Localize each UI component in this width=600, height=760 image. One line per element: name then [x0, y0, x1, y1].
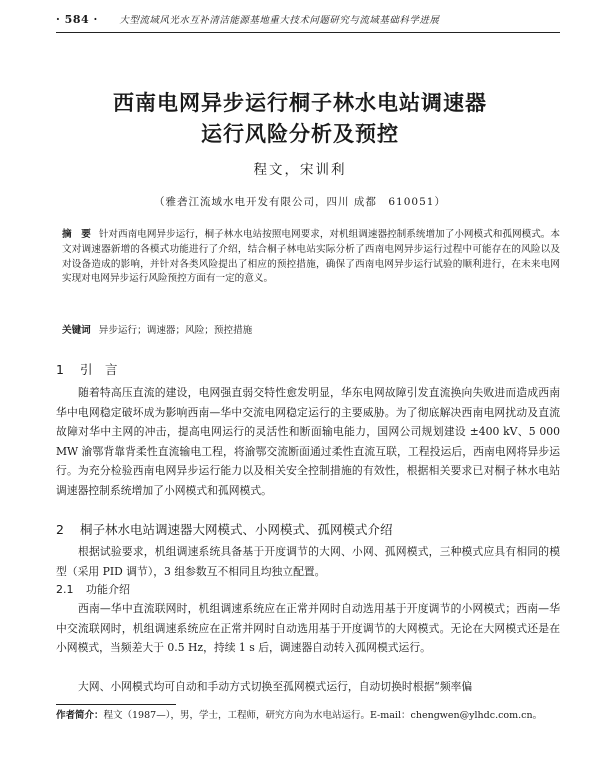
section-2-title: 桐子林水电站调速器大网模式、小网模式、孤网模式介绍	[80, 522, 393, 537]
affiliation: （雅砻江流域水电开发有限公司，四川 成都 610051）	[154, 196, 446, 208]
subsection-2-1-paragraph-1: 西南—华中直流联网时，机组调速系统应在正常并网时自动选用基于开度调节的小网模式；西南—华中交流联网时，机组调速系统应在正常并网时自动选用基于开度调节的大网模式。无论在大网模式还是在小网模式，当频差大于 0.5 Hz，持续 1 s 后，调速器自动转入孤网模式运行。	[56, 602, 560, 654]
abstract-label: 摘 要	[62, 229, 91, 240]
keywords-label: 关键词	[62, 325, 91, 336]
footnote-text: 程文（1987—），男，学士，工程师，研究方向为水电站运行。E-mail：chengwen@ylhdc.com.cn。	[103, 710, 543, 721]
paper-title-line-2: 运行风险分析及预控	[201, 122, 399, 146]
header-rule	[56, 32, 560, 33]
paper-title	[40, 88, 560, 150]
keywords	[62, 322, 560, 336]
subsection-2-1-title: 功能介绍	[86, 583, 130, 596]
running-title: 大型流域风光水互补清洁能源基地重大技术问题研究与流域基础科学进展	[119, 15, 440, 26]
authors: 程文，宋训利	[253, 162, 347, 178]
section-2-number: 2	[56, 522, 64, 537]
footnote-label: 作者简介：	[56, 710, 104, 721]
subsection-2-1-number: 2.1	[56, 583, 74, 596]
keywords-text: 异步运行；调速器；风险；预控措施	[98, 325, 253, 336]
section-1-title: 引 言	[80, 362, 118, 377]
abstract	[62, 228, 560, 287]
subsection-2-1-paragraph-2: 大网、小网模式均可自动和手动方式切换至孤网模式运行，自动切换时根据“频率偏	[78, 680, 473, 693]
running-header	[56, 12, 560, 30]
abstract-text: 针对西南电网异步运行，桐子林水电站按照电网要求，对机组调速器控制系统增加了小网模式和孤网模式。本文对调速器新增的各模式功能进行了介绍，结合桐子林电站实际分析了西南电网异步运行过程中可能存在的风险以及对设备造成的影响，并针对各类风险提出了相应的预控措施，确保了西南电网异步运行试验的顺利进行，在未来电网实现对电网异步运行风险预控方面有一定的意义。	[62, 229, 561, 285]
footnote-rule	[56, 704, 176, 705]
page-number: · 584 ·	[56, 13, 98, 26]
footnote	[56, 708, 560, 723]
section-1-number: 1	[56, 362, 64, 377]
paper-title-line-1: 西南电网异步运行桐子林水电站调速器	[113, 91, 487, 115]
subsection-2-1-heading	[56, 581, 130, 597]
section-2-heading	[56, 520, 393, 538]
section-2-paragraph: 根据试验要求，机组调速系统具备基于开度调节的大网、小网、孤网模式，三种模式应具有相同的模型（采用 PID 调节），3 组参数互不相同且均独立配置。	[56, 545, 560, 578]
section-1-paragraph: 随着特高压直流的建设，电网强直弱交特性愈发明显，华东电网故障引发直流换向失败进而造成西南 华中电网稳定破坏成为影响西南—华中交流电网稳定运行的主要威胁。为了彻底解决西南电网扰动及直流故障对华中主网的冲击，提高电网运行的灵活性和断面输电能力，国网公司规划建设 ±400 kV、5 000 MW 渝鄂背靠背柔性直流输电工程，将渝鄂交流断面通过柔性直流互联，工程投运后，西南电网将异步运行。为充分检验西南电网异步运行能力以及相关安全控制措施的有效性，根据相关要求已对桐子林水电站调速器控制系统增加了小网模式和孤网模式。	[56, 386, 571, 497]
section-1-heading	[56, 360, 118, 378]
